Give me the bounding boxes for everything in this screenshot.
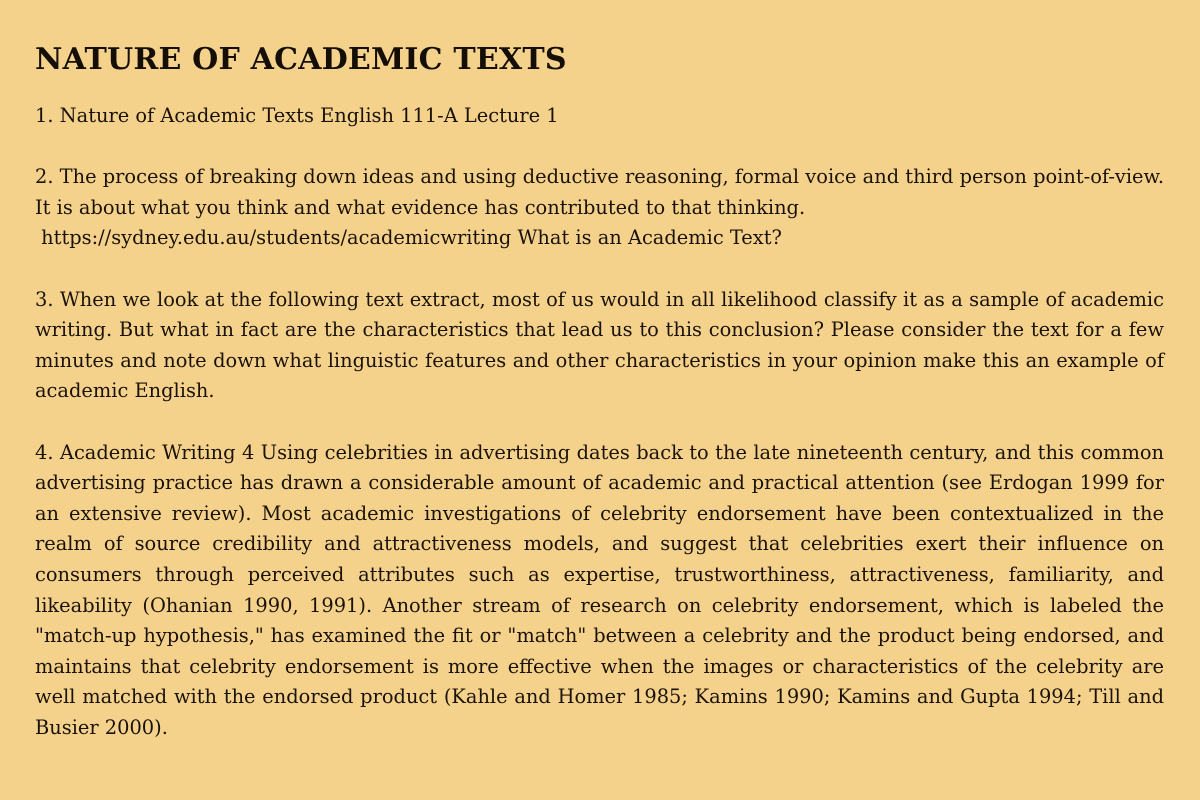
- paragraph-2-text: 2. The process of breaking down ideas and using deductive reasoning, formal voice and third person point-of-view. It is about what you think and what evidence has contributed to that thinking.: [35, 165, 1164, 219]
- paragraph-4: 4. Academic Writing 4 Using celebrities in advertising dates back to the late nineteenth century, and this common advertising practice has drawn a considerable amount of academic and practical attention (see Erdogan 1999 for an extensive review). Most academic investigations of celebrity endorsement have been contextualized in the realm of source credibility and attractiveness models, and suggest that celebrities exert their influence on consumers through perceived attributes such as expertise, trustworthiness, attractiveness, familiarity, and likeability (Ohanian 1990, 1991). Another stream of research on celebrity endorsement, which is labeled the "match-up hypothesis," has examined the fit or "match" between a celebrity and the product being endorsed, and maintains that celebrity endorsement is more effective when the images or characteristics of the celebrity are well matched with the endorsed product (Kahle and Homer 1985; Kamins 1990; Kamins and Gupta 1994; Till and Busier 2000).: [35, 440, 1164, 739]
- document-title: NATURE OF ACADEMIC TEXTS: [35, 42, 567, 77]
- document-body: [35, 101, 1164, 743]
- paragraph-spacer: [35, 254, 1164, 285]
- paragraph-2: [35, 162, 1164, 254]
- academic-writing-link[interactable]: https://sydney.edu.au/students/academicwriting What is an Academic Text?: [35, 226, 782, 250]
- paragraph-1: 1. Nature of Academic Texts English 111-A Lecture 1: [35, 104, 559, 127]
- paragraph-3: 3. When we look at the following text extract, most of us would in all likelihood classify it as a sample of academic writing. But what in fact are the characteristics that lead us to this conclusion? Please consider the text for a few minutes and note down what linguistic features and other characteristics in your opinion make this an example of academic English.: [35, 287, 1164, 403]
